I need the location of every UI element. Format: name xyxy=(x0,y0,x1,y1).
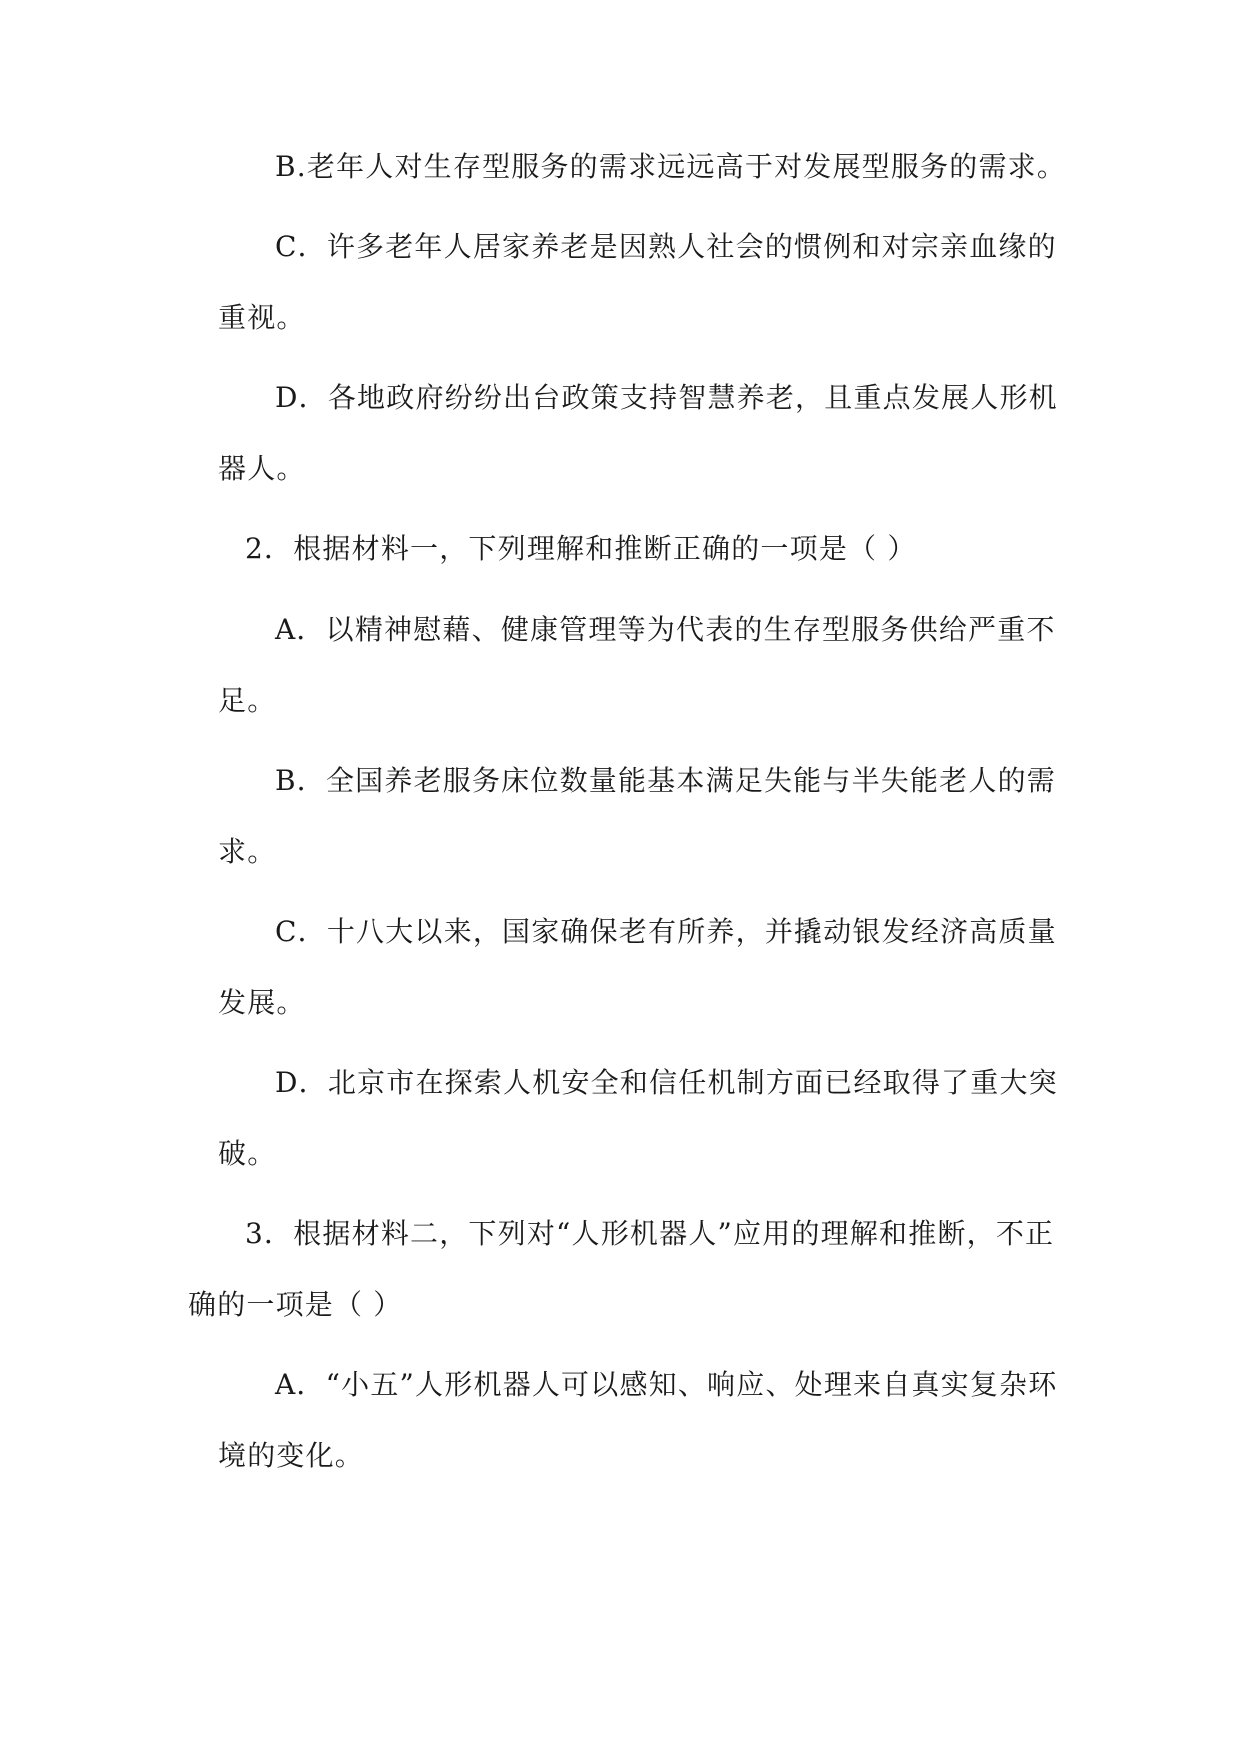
q2-option-b-line2: 求。 xyxy=(218,835,277,868)
q2-option-a-line2: 足。 xyxy=(218,684,277,717)
q2-option-a-line1: A．以精神慰藉、健康管理等为代表的生存型服务供给严重不 xyxy=(275,613,1056,646)
q2-option-d-line2: 破。 xyxy=(218,1137,277,1170)
q1-option-d-line1: D．各地政府纷纷出台政策支持智慧养老，且重点发展人形机 xyxy=(275,381,1058,414)
q1-option-b: B.老年人对生存型服务的需求远远高于对发展型服务的需求。 xyxy=(275,150,1067,183)
q2-stem: 2．根据材料一，下列理解和推断正确的一项是（ ） xyxy=(245,532,917,565)
q2-option-c-line1: C．十八大以来，国家确保老有所养，并撬动银发经济高质量 xyxy=(275,915,1057,948)
q2-option-d-line1: D．北京市在探索人机安全和信任机制方面已经取得了重大突 xyxy=(275,1066,1058,1099)
q3-option-a-line1: A．“小五”人形机器人可以感知、响应、处理来自真实复杂环 xyxy=(275,1368,1058,1401)
q1-option-d-line2: 器人。 xyxy=(218,452,306,485)
q1-option-c-line2: 重视。 xyxy=(218,301,306,334)
q3-stem-line2: 确的一项是（ ） xyxy=(188,1288,403,1321)
q3-option-a-line2: 境的变化。 xyxy=(218,1439,365,1472)
q1-option-c-line1: C．许多老年人居家养老是因熟人社会的惯例和对宗亲血缘的 xyxy=(275,230,1057,263)
q2-option-c-line2: 发展。 xyxy=(218,986,306,1019)
q3-stem-line1: 3．根据材料二，下列对“人形机器人”应用的理解和推断，不正 xyxy=(245,1217,1055,1250)
q2-option-b-line1: B．全国养老服务床位数量能基本满足失能与半失能老人的需 xyxy=(275,764,1056,797)
